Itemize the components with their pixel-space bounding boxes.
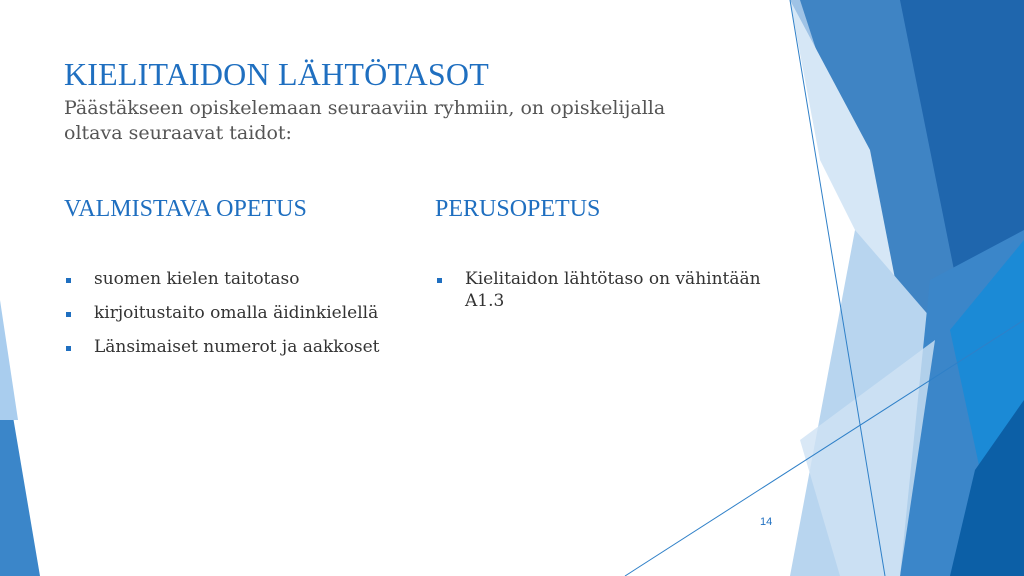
list-item-text: Kielitaidon lähtötaso on vähintään A1.3 (465, 269, 761, 311)
bullet-square-icon (437, 278, 442, 283)
bullet-square-icon (66, 278, 71, 283)
slide-subtitle: Päästäkseen opiskelemaan seuraaviin ryhmiin, on opiskelijalla oltava seuraavat taidot: (64, 97, 666, 144)
bullet-list-valmistava (64, 268, 404, 370)
bullet-list-perusopetus (435, 268, 765, 324)
list-item (435, 268, 765, 312)
bullet-square-icon (66, 312, 71, 317)
list-item-text: kirjoitustaito omalla äidinkielellä (94, 303, 379, 323)
list-item-text: Länsimaiset numerot ja aakkoset (94, 337, 380, 357)
list-item (64, 336, 404, 358)
list-item (64, 268, 404, 290)
slide-title: KIELITAIDON LÄHTÖTASOT (64, 56, 489, 92)
list-item-text: suomen kielen taitotaso (94, 269, 300, 289)
column-heading-perusopetus: PERUSOPETUS (435, 196, 601, 222)
facet-left-edge-light (0, 300, 18, 420)
column-heading-valmistava: VALMISTAVA OPETUS (64, 196, 307, 222)
slide-number: 14 (760, 516, 773, 528)
bullet-square-icon (66, 346, 71, 351)
list-item (64, 302, 404, 324)
